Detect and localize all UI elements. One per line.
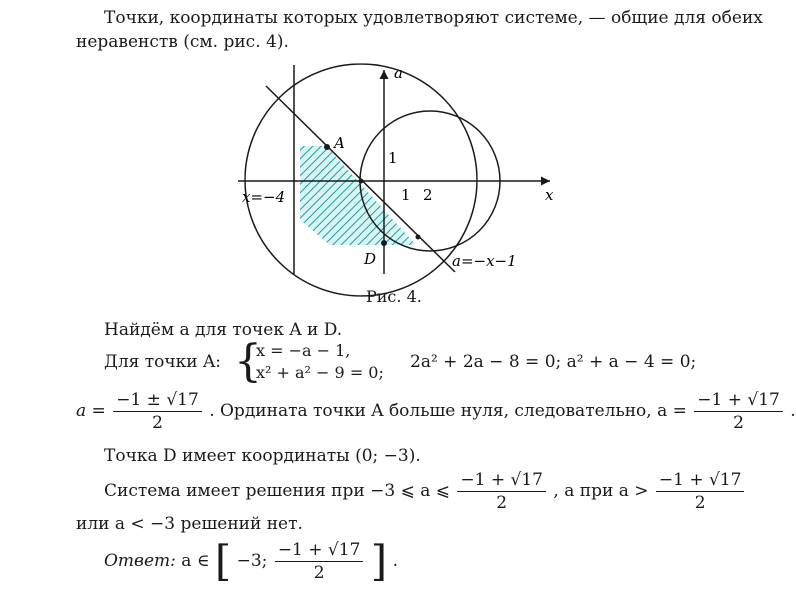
hatched-region bbox=[300, 146, 416, 246]
answer-right-bracket: ] bbox=[370, 536, 388, 586]
fraction-plus-3-numerator: −1 + √17 bbox=[656, 470, 745, 492]
fraction-answer bbox=[275, 540, 364, 583]
intro-line-2: неравенств (см. рис. 4). bbox=[76, 32, 289, 52]
fraction-pm-numerator: −1 ± √17 bbox=[113, 390, 202, 412]
label-point-a: A bbox=[334, 134, 345, 152]
point-d-dot bbox=[381, 240, 387, 246]
axis-x-label: x bbox=[545, 186, 554, 204]
a-eq-label: a = bbox=[76, 401, 106, 421]
fraction-plus-2-denominator: 2 bbox=[496, 493, 508, 513]
find-a-line: Найдём a для точек A и D. bbox=[104, 320, 343, 340]
system-brace: { bbox=[234, 336, 262, 387]
fraction-plus-2-numerator: −1 + √17 bbox=[457, 470, 546, 492]
figure-caption: Рис. 4. bbox=[366, 287, 422, 306]
for-point-a-label: Для точки A: bbox=[104, 352, 221, 372]
label-point-d: D bbox=[364, 250, 377, 268]
answer-line bbox=[104, 536, 398, 586]
answer-in: a ∈ bbox=[181, 551, 210, 571]
tick-label-1: 1 bbox=[401, 186, 411, 204]
no-solutions-line: или a < −3 решений нет. bbox=[76, 514, 303, 534]
fraction-plus-1 bbox=[694, 390, 783, 433]
answer-left-value: −3; bbox=[236, 551, 268, 571]
fraction-pm bbox=[113, 390, 202, 433]
point-origin-dot bbox=[359, 179, 364, 184]
system-block bbox=[256, 340, 384, 384]
fraction-answer-numerator: −1 + √17 bbox=[275, 540, 364, 562]
system-row-2: x² + a² − 9 = 0; bbox=[256, 363, 384, 382]
a-solution-line bbox=[76, 390, 796, 433]
tick-label-a1: 1 bbox=[388, 149, 398, 167]
label-line: a=−x−1 bbox=[452, 252, 517, 270]
fraction-plus-1-denominator: 2 bbox=[733, 413, 744, 433]
system-solutions-line bbox=[104, 470, 746, 513]
point-d-line: Точка D имеет координаты (0; −3). bbox=[104, 446, 421, 466]
period-1: . bbox=[790, 401, 796, 421]
fraction-plus-3-denominator: 2 bbox=[694, 493, 706, 513]
answer-left-bracket: [ bbox=[214, 536, 232, 586]
system-has-solutions-text: Система имеет решения при −3 ⩽ a ⩽ bbox=[104, 481, 451, 501]
axis-y-label: a bbox=[394, 64, 403, 82]
fraction-pm-denominator: 2 bbox=[152, 413, 163, 433]
point-intersect-dot bbox=[416, 235, 421, 240]
and-when-text: , а при a > bbox=[553, 481, 649, 501]
fraction-plus-1-numerator: −1 + √17 bbox=[694, 390, 783, 412]
equations-line: 2a² + 2a − 8 = 0; a² + a − 4 = 0; bbox=[410, 352, 697, 372]
system-row-1: x = −a − 1, bbox=[256, 341, 351, 360]
fraction-plus-3 bbox=[656, 470, 745, 513]
answer-label: Ответ: bbox=[104, 551, 176, 571]
tick-label-2: 2 bbox=[423, 186, 433, 204]
point-a-dot bbox=[324, 144, 330, 150]
label-vertical-line: x=−4 bbox=[242, 188, 286, 206]
intro-line-1: Точки, координаты которых удовлетворяют системе, — общие для обеих bbox=[104, 8, 763, 28]
fraction-plus-2 bbox=[457, 470, 546, 513]
period-2: . bbox=[392, 551, 398, 571]
fraction-answer-denominator: 2 bbox=[313, 563, 325, 583]
ordinate-text: . Ордината точки A больше нуля, следовательно, a = bbox=[209, 401, 687, 421]
